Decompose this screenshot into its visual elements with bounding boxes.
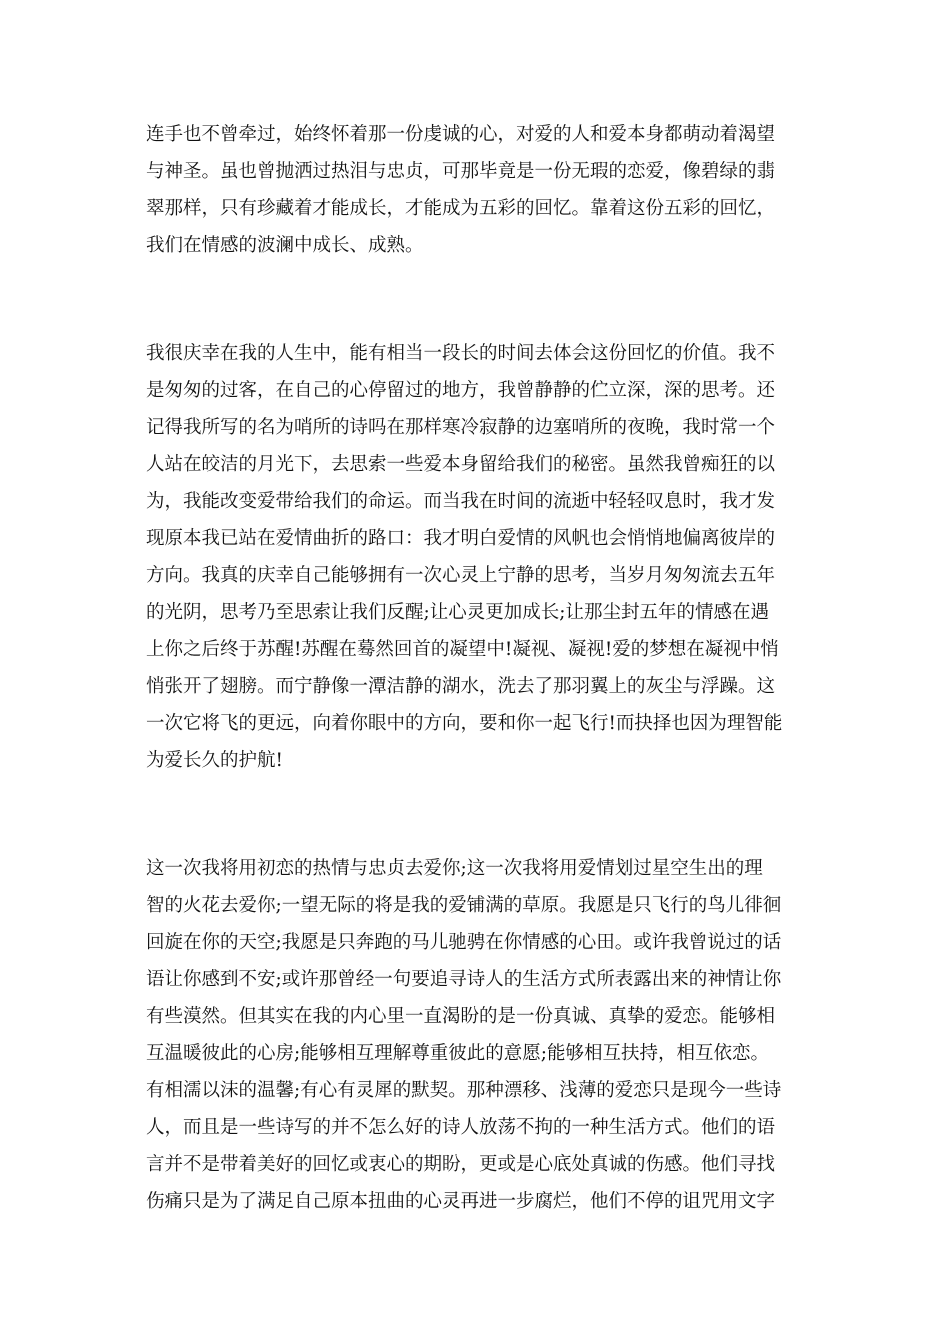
text-line: 我很庆幸在我的人生中，能有相当一段长的时间去体会这份回忆的价值。我不 [146,343,776,364]
text-line: 记得我所写的名为哨所的诗吗在那样寒冷寂静的边塞哨所的夜晚，我时常一个 [146,417,776,438]
text-line: 为，我能改变爱带给我们的命运。而当我在时间的流逝中轻轻叹息时，我才发 [146,491,776,512]
text-line: 言并不是带着美好的回忆或衷心的期盼，更或是心底处真诚的伤感。他们寻找 [146,1154,776,1175]
text-line: 我们在情感的波澜中成长、成熟。 [146,235,424,256]
text-line: 现原本我已站在爱情曲折的路口：我才明白爱情的风帆也会悄悄地偏离彼岸的 [146,528,776,549]
text-line: 翠那样，只有珍藏着才能成长，才能成为五彩的回忆。靠着这份五彩的回忆， [146,198,776,219]
paragraph-1 [146,116,775,264]
text-line: 互温暖彼此的心房;能够相互理解尊重彼此的意愿;能够相互扶持，相互依恋。 [146,1043,769,1064]
paragraph-3 [146,850,781,1220]
text-line: 悄张开了翅膀。而宁静像一潭洁静的湖水，洗去了那羽翼上的灰尘与浮躁。这 [146,676,776,697]
text-line: 上你之后终于苏醒!苏醒在蓦然回首的凝望中!凝视、凝视!爱的梦想在凝视中悄 [146,639,779,660]
text-line: 人，而且是一些诗写的并不怎么好的诗人放荡不拘的一种生活方式。他们的语 [146,1117,776,1138]
text-line: 这一次我将用初恋的热情与忠贞去爱你;这一次我将用爱情划过星空生出的理 [146,858,763,879]
text-line: 的光阴，思考乃至思索让我们反醒;让心灵更加成长;让那尘封五年的情感在遇 [146,602,769,623]
text-line: 伤痛只是为了满足自己原本扭曲的心灵再进一步腐烂，他们不停的诅咒用文字 [146,1191,776,1212]
text-line: 有相濡以沫的温馨;有心有灵犀的默契。那种漂移、浅薄的爱恋只是现今一些诗 [146,1080,782,1101]
text-line: 为爱长久的护航! [146,750,283,771]
text-line: 与神圣。虽也曾抛洒过热泪与忠贞，可那毕竟是一份无瑕的恋爱，像碧绿的翡 [146,161,776,182]
text-line: 方向。我真的庆幸自己能够拥有一次心灵上宁静的思考，当岁月匆匆流去五年 [146,565,776,586]
text-line: 有些漠然。但其实在我的内心里一直渴盼的是一份真诚、真挚的爱恋。能够相 [146,1006,776,1027]
text-line: 智的火花去爱你;一望无际的将是我的爱铺满的草原。我愿是只飞行的鸟儿徘徊 [146,895,782,916]
text-line: 是匆匆的过客，在自己的心停留过的地方，我曾静静的伫立深，深的思考。还 [146,380,776,401]
text-line: 人站在皎洁的月光下，去思索一些爱本身留给我们的秘密。虽然我曾痴狂的以 [146,454,776,475]
text-line: 连手也不曾牵过，始终怀着那一份虔诚的心，对爱的人和爱本身都萌动着渴望 [146,124,776,145]
text-line: 回旋在你的天空;我愿是只奔跑的马儿驰骋在你情感的心田。或许我曾说过的话 [146,932,782,953]
text-line: 一次它将飞的更远，向着你眼中的方向，要和你一起飞行!而抉择也因为理智能 [146,713,783,734]
text-line: 语让你感到不安;或许那曾经一句要追寻诗人的生活方式所表露出来的神情让你 [146,969,782,990]
paragraph-2 [146,335,782,779]
